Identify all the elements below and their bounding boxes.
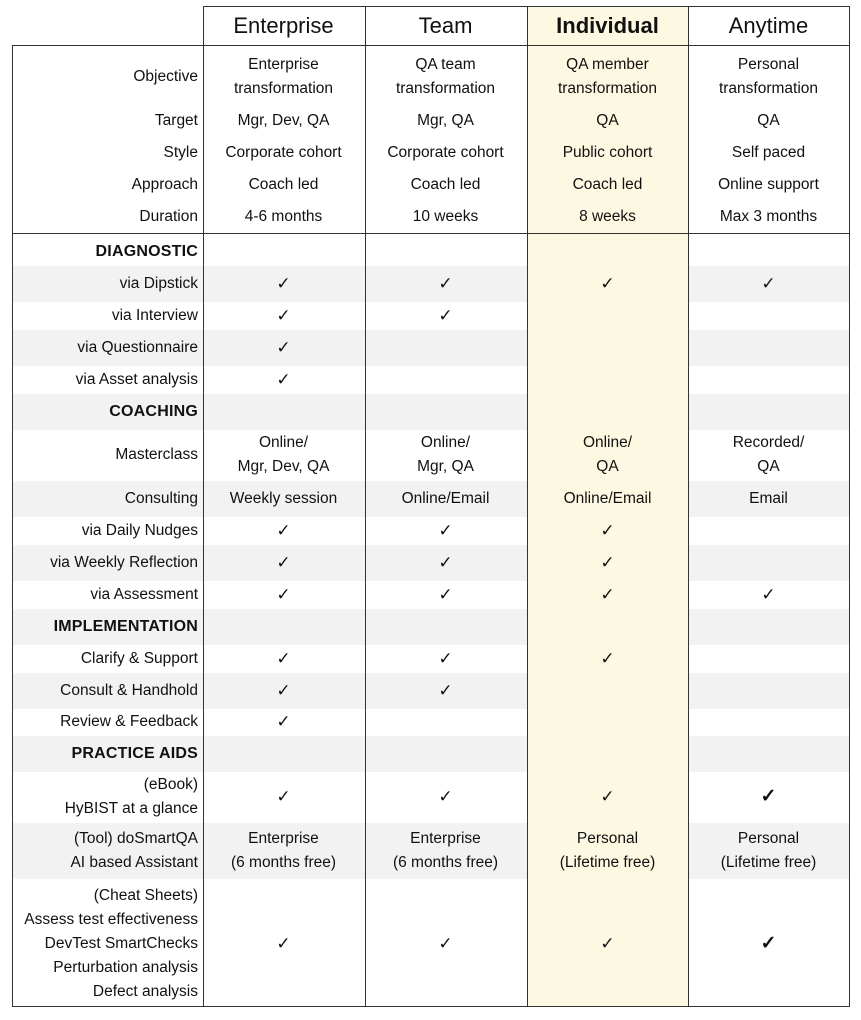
check-icon: ✓ [761, 585, 776, 604]
check-icon: ✓ [276, 585, 291, 604]
section-divider [12, 233, 849, 234]
row-label: Masterclass [115, 446, 198, 463]
plan-cell: Corporate cohort [387, 144, 504, 161]
plan-cell: Personal (Lifetime free) [720, 830, 817, 871]
section-heading: DIAGNOSTIC [95, 243, 198, 260]
plan-cell: Online/Email [401, 490, 490, 507]
plan-cell: Online/ Mgr, QA [417, 434, 474, 475]
plan-cell: 8 weeks [579, 208, 636, 225]
check-icon: ✓ [438, 649, 453, 668]
plan-cell: Mgr, Dev, QA [237, 112, 330, 129]
row-label: via Weekly Reflection [50, 554, 198, 571]
header-top-border [203, 6, 849, 7]
check-icon: ✓ [600, 787, 615, 806]
row-label: (Cheat Sheets) Assess test effectiveness DevTest SmartChecks Perturbation analysis Defect analysis [24, 887, 198, 1000]
row-label: Objective [133, 68, 198, 85]
table-right-border [849, 6, 850, 1007]
row-label: (Tool) doSmartQA AI based Assistant [70, 830, 198, 871]
check-icon: ✓ [438, 274, 453, 293]
column-divider [365, 6, 366, 1007]
row-label: Approach [131, 176, 198, 193]
plan-cell: Coach led [572, 176, 643, 193]
table-left-border [12, 45, 13, 1007]
section-heading: PRACTICE AIDS [71, 745, 198, 762]
plan-cell: Enterprise (6 months free) [230, 830, 337, 871]
plan-cell: Coach led [248, 176, 319, 193]
check-icon: ✓ [276, 338, 291, 357]
plan-cell: 4-6 months [244, 208, 323, 225]
check-icon: ✓ [438, 306, 453, 325]
plan-header-anytime: Anytime [728, 12, 809, 38]
check-icon: ✓ [600, 274, 615, 293]
check-icon: ✓ [438, 585, 453, 604]
plan-header-team: Team [418, 12, 473, 38]
plan-cell: Coach led [410, 176, 481, 193]
check-icon: ✓ [438, 553, 453, 572]
plan-cell: Online/ Mgr, Dev, QA [237, 434, 330, 475]
row-label: via Dipstick [119, 275, 198, 292]
check-icon: ✓ [600, 649, 615, 668]
row-label: via Questionnaire [77, 339, 198, 356]
check-icon: ✓ [761, 274, 776, 293]
plan-cell: Email [749, 490, 788, 507]
check-icon: ✓ [276, 306, 291, 325]
row-label: via Interview [111, 307, 198, 324]
row-label: via Daily Nudges [81, 522, 198, 539]
row-label: Consulting [124, 490, 198, 507]
check-icon: ✓ [276, 681, 291, 700]
plan-cell: Recorded/ QA [732, 434, 805, 475]
row-label: Style [163, 144, 198, 161]
table-bottom-border [12, 1006, 849, 1007]
check-icon: ✓ [438, 934, 453, 953]
plan-cell: Online/ QA [582, 434, 633, 475]
row-label: Target [154, 112, 198, 129]
check-icon: ✓ [276, 787, 291, 806]
plan-header-enterprise: Enterprise [233, 12, 334, 38]
check-icon: ✓ [600, 585, 615, 604]
check-icon: ✓ [276, 934, 291, 953]
header-bottom-border [12, 45, 849, 46]
check-icon: ✓ [438, 787, 453, 806]
check-icon: ✓ [600, 521, 615, 540]
row-label: Review & Feedback [60, 713, 198, 730]
check-icon: ✓ [600, 553, 615, 572]
section-heading: IMPLEMENTATION [53, 618, 198, 635]
plan-cell: Public cohort [562, 144, 653, 161]
column-divider [203, 6, 204, 1007]
check-icon: ✓ [276, 649, 291, 668]
row-label: Clarify & Support [80, 650, 198, 667]
check-icon: ✓ [438, 681, 453, 700]
section-heading: COACHING [109, 403, 198, 420]
column-divider [527, 6, 528, 1007]
check-icon: ✓ [276, 553, 291, 572]
plan-cell: Online support [718, 176, 819, 193]
check-icon: ✓ [276, 712, 291, 731]
plan-cell: Enterprise (6 months free) [392, 830, 499, 871]
check-icon: ✓ [600, 934, 615, 953]
row-label: (eBook) HyBIST at a glance [64, 776, 198, 817]
row-label: Duration [139, 208, 198, 225]
column-divider [688, 6, 689, 1007]
plan-cell: QA [757, 112, 780, 129]
plan-cell: 10 weeks [412, 208, 479, 225]
plan-cell: QA member transformation [557, 56, 658, 97]
plan-cell: Weekly session [229, 490, 338, 507]
plan-cell: Personal transformation [718, 56, 819, 97]
row-label: via Assessment [90, 586, 198, 603]
check-icon: ✓ [276, 370, 291, 389]
check-icon: ✓ [760, 786, 777, 807]
check-icon: ✓ [276, 274, 291, 293]
plan-cell: Max 3 months [719, 208, 818, 225]
check-icon: ✓ [438, 521, 453, 540]
check-icon: ✓ [760, 933, 777, 954]
plan-cell: QA team transformation [395, 56, 496, 97]
row-label: Consult & Handhold [60, 682, 198, 699]
row-label: via Asset analysis [75, 371, 198, 388]
plan-cell: Self paced [731, 144, 806, 161]
plan-cell: Mgr, QA [417, 112, 474, 129]
plan-cell: Corporate cohort [225, 144, 342, 161]
plan-cell: Online/Email [563, 490, 652, 507]
plan-cell: Enterprise transformation [233, 56, 334, 97]
plan-header-individual: Individual [556, 12, 659, 38]
plan-cell: Personal (Lifetime free) [559, 830, 656, 871]
plan-cell: QA [596, 112, 619, 129]
check-icon: ✓ [276, 521, 291, 540]
